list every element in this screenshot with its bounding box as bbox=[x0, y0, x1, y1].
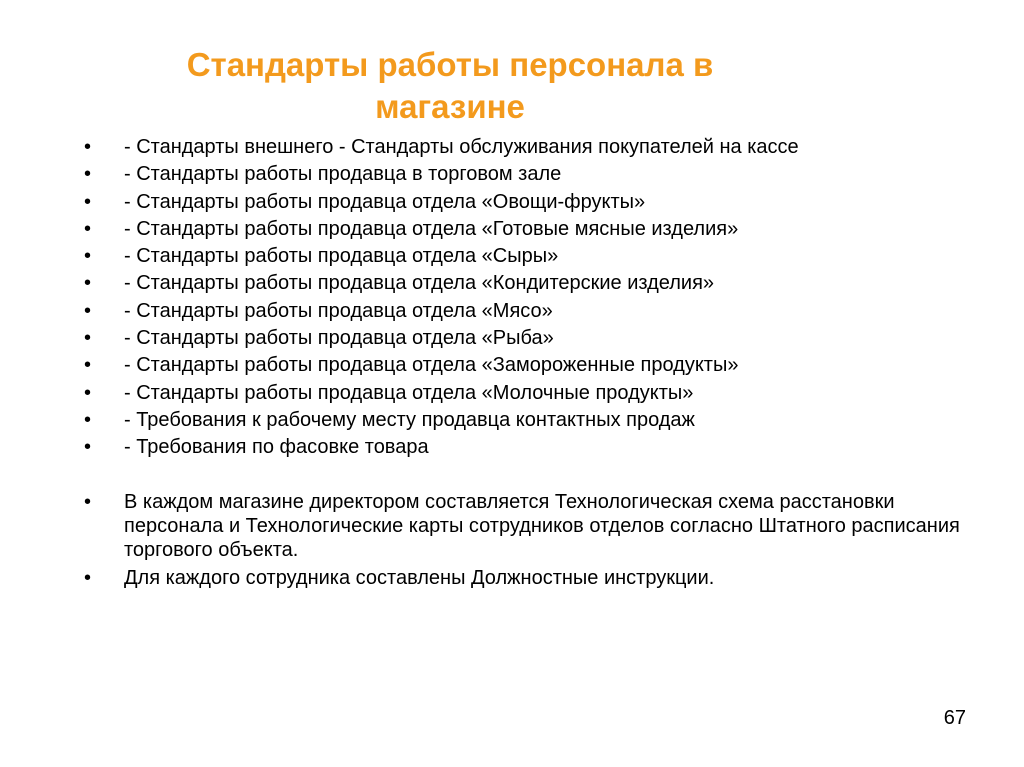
bullet-icon: • bbox=[84, 436, 92, 459]
slide-title-line-1: Стандарты работы персонала в bbox=[186, 46, 714, 83]
standards-item-text: - Стандарты внешнего - Стандарты обслуживания покупателей на кассе bbox=[124, 136, 799, 158]
standards-list-item bbox=[84, 134, 984, 161]
standards-list-item bbox=[84, 434, 984, 461]
notes-list-item bbox=[84, 490, 964, 562]
standards-list-item bbox=[84, 216, 984, 243]
bullet-icon: • bbox=[84, 408, 92, 431]
slide-title bbox=[90, 44, 810, 128]
bullet-icon: • bbox=[84, 381, 92, 404]
notes-item-text: Для каждого сотрудника составлены Должностные инструкции. bbox=[124, 567, 715, 589]
standards-list-item bbox=[84, 325, 984, 352]
notes-list bbox=[84, 490, 964, 594]
standards-item-text: - Стандарты работы продавца отдела «Кондитерские изделия» bbox=[124, 272, 715, 295]
standards-item-text: - Стандарты работы продавца отдела «Рыба» bbox=[124, 327, 554, 350]
standards-item-text: - Стандарты работы продавца отдела «Овощи-фрукты» bbox=[124, 190, 646, 213]
standards-list bbox=[84, 134, 984, 462]
bullet-icon: • bbox=[84, 163, 92, 186]
bullet-icon: • bbox=[84, 190, 92, 213]
bullet-icon: • bbox=[84, 567, 92, 589]
page-number: 67 bbox=[943, 707, 966, 729]
standards-list-item bbox=[84, 161, 984, 188]
standards-item-text: - Стандарты работы продавца отдела «Замороженные продукты» bbox=[124, 354, 739, 377]
bullet-icon: • bbox=[84, 245, 92, 268]
standards-item-text: - Требования по фасовке товара bbox=[124, 436, 429, 459]
standards-item-text: - Стандарты работы продавца отдела «Молочные продукты» bbox=[124, 381, 694, 404]
standards-list-item bbox=[84, 270, 984, 297]
bullet-icon: • bbox=[84, 327, 92, 350]
standards-list-item bbox=[84, 298, 984, 325]
bullet-icon: • bbox=[84, 299, 92, 322]
slide-title-line-2: магазине bbox=[375, 88, 525, 125]
standards-list-item bbox=[84, 380, 984, 407]
notes-item-text: В каждом магазине директором составляется Технологическая схема расстановки персонала и Технологические карты сотрудников отделов согласно Штатного расписания торгового объекта. bbox=[124, 491, 960, 561]
notes-list-item bbox=[84, 566, 964, 590]
standards-list-item bbox=[84, 407, 984, 434]
standards-item-text: - Стандарты работы продавца отдела «Мясо» bbox=[124, 299, 553, 322]
standards-item-text: - Стандарты работы продавца отдела «Сыры» bbox=[124, 245, 559, 268]
standards-item-text: - Стандарты работы продавца в торговом зале bbox=[124, 163, 562, 186]
bullet-icon: • bbox=[84, 354, 92, 377]
bullet-icon: • bbox=[84, 217, 92, 240]
bullet-icon: • bbox=[84, 272, 92, 295]
bullet-icon: • bbox=[84, 491, 92, 513]
standards-item-text: - Стандарты работы продавца отдела «Готовые мясные изделия» bbox=[124, 217, 739, 240]
standards-item-text: - Требования к рабочему месту продавца контактных продаж bbox=[124, 408, 695, 431]
standards-list-item bbox=[84, 189, 984, 216]
standards-list-item bbox=[84, 352, 984, 379]
bullet-icon: • bbox=[84, 136, 92, 158]
standards-list-item bbox=[84, 243, 984, 270]
